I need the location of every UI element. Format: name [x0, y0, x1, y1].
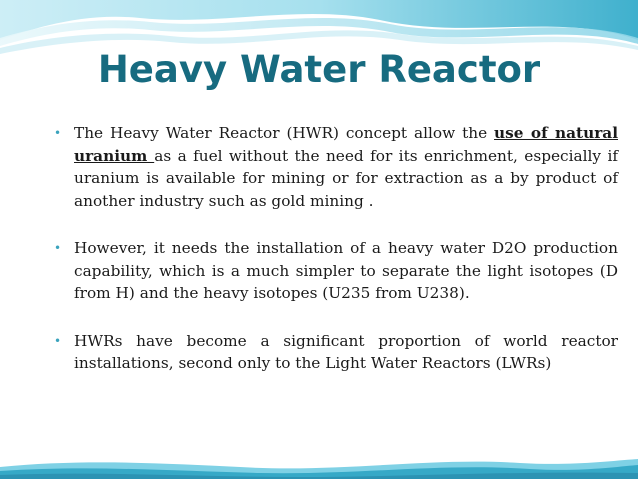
emphasized-text: use of natural uranium — [74, 124, 619, 165]
bullet-item — [52, 237, 618, 305]
bullet-dot-icon: • — [54, 126, 62, 140]
bullet-text: However, it needs the installation of a heavy water D2O production capability, which is a much simpler to separate the light isotopes (D from H) and the heavy isotopes (U235 from U238). — [74, 239, 618, 302]
bullet-list — [52, 122, 618, 400]
bullet-item — [52, 330, 618, 375]
bullet-item — [52, 122, 618, 212]
bullet-text: HWRs have become a significant proportion of world reactor installations, second only to the Light Water Reactors (LWRs) — [74, 331, 618, 372]
bullet-text: as a fuel without the need for its enrichment, especially if uranium is available for mining or for extraction as a by product of another industry such as gold mining . — [74, 146, 618, 210]
bottom-wave-decoration — [0, 453, 638, 479]
bullet-text: The Heavy Water Reactor (HWR) concept allow the — [74, 124, 495, 142]
bullet-dot-icon: • — [54, 241, 62, 255]
slide-title: Heavy Water Reactor — [97, 48, 541, 91]
bullet-dot-icon: • — [54, 333, 62, 348]
